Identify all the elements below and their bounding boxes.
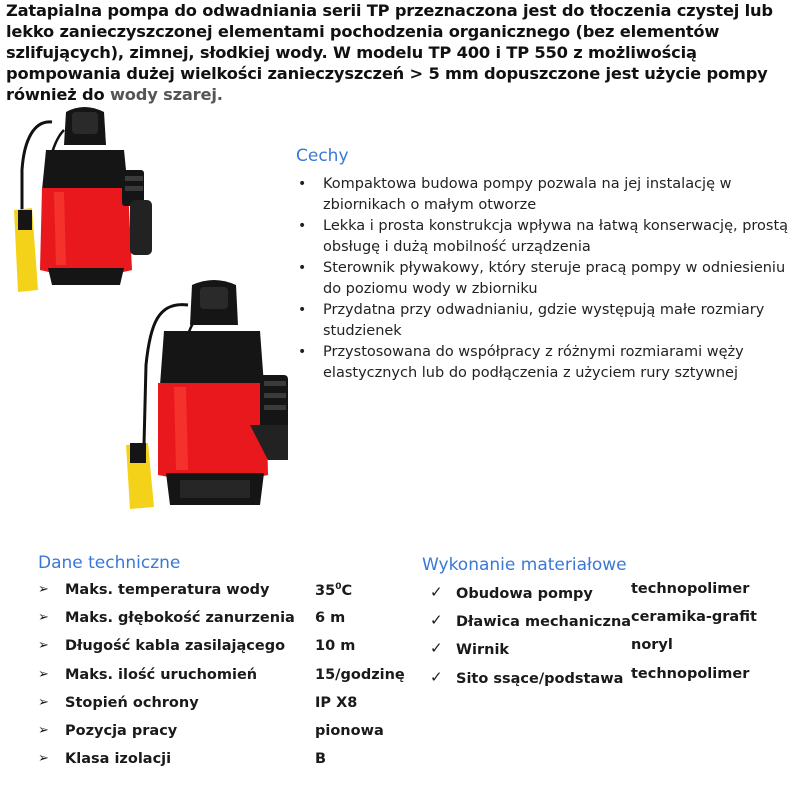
- table-row: [422, 609, 802, 637]
- materials-title: Wykonanie materiałowe: [422, 555, 627, 575]
- material-value: ceramika-grafit: [631, 609, 757, 626]
- bullet-icon: •: [298, 260, 307, 276]
- spec-value: pionowa: [315, 722, 384, 739]
- table-row: [38, 579, 408, 607]
- table-row: [38, 664, 408, 692]
- spec-value: 6 m: [315, 610, 346, 627]
- checkmark-icon: ✓: [430, 611, 443, 630]
- arrow-bullet-icon: ➢: [38, 722, 49, 738]
- checkmark-icon: ✓: [430, 639, 443, 658]
- arrow-bullet-icon: ➢: [38, 666, 49, 682]
- intro-text: Zatapialna pompa do odwadniania serii TP przeznaczona jest do tłoczenia czystej lub lekko zanieczyszczonej elementami pochodzenia organicznego (bez elementów szlifujących), zimnej, słodkiej wody. W modelu TP 400 i TP 550 z możliwością pompowania dużej wielkości zanieczyszczeń > 5 mm dopuszczone jest użycie pompy również do: [6, 1, 773, 104]
- list-item: • Kompaktowa budowa pompy pozwala na jej instalację w zbiornikach o małym otworze: [298, 176, 732, 213]
- spec-value: 10 m: [315, 638, 356, 655]
- spec-label: Klasa izolacji: [65, 751, 172, 768]
- material-value: noryl: [631, 637, 673, 654]
- material-label: Sito ssące/podstawa: [456, 670, 624, 687]
- bullet-icon: •: [298, 302, 307, 318]
- checkmark-icon: ✓: [430, 667, 443, 686]
- table-row: [422, 666, 802, 694]
- spec-label: Stopień ochrony: [65, 694, 199, 711]
- material-label: Dławica mechaniczna: [456, 614, 632, 631]
- features-section: [296, 146, 801, 384]
- bullet-icon: •: [298, 176, 307, 192]
- features-list: [296, 174, 801, 384]
- intro-highlight: wody szarej.: [109, 85, 223, 104]
- arrow-bullet-icon: ➢: [38, 582, 49, 597]
- table-row: [422, 581, 802, 609]
- spec-value: IP X8: [315, 694, 358, 711]
- tech-specs-section: [38, 553, 408, 776]
- tech-specs-title: Dane techniczne: [38, 553, 181, 573]
- materials-section: [422, 555, 802, 694]
- table-row: [38, 607, 408, 635]
- spec-label: Pozycja pracy: [65, 722, 178, 739]
- table-row: [38, 692, 408, 720]
- list-item: • Sterownik pływakowy, który steruje pracą pompy w odniesieniu do poziomu wody w zbiorniku: [298, 260, 786, 297]
- spec-label: Maks. ilość uruchomień: [65, 666, 258, 683]
- spec-value: B: [315, 751, 327, 768]
- intro-paragraph: [6, 0, 796, 105]
- spec-value: $35^0C$: [315, 582, 353, 599]
- arrow-bullet-icon: ➢: [38, 694, 49, 710]
- table-row: [38, 720, 408, 748]
- arrow-bullet-icon: ➢: [38, 751, 49, 767]
- list-item: • Przydatna przy odwadnianiu, gdzie występują małe rozmiary studzienek: [298, 302, 765, 339]
- material-value: technopolimer: [631, 665, 750, 682]
- table-row: [422, 637, 802, 665]
- spec-label: Maks. temperatura wody: [65, 582, 270, 598]
- bullet-icon: •: [298, 218, 307, 234]
- checkmark-icon: ✓: [430, 583, 443, 601]
- table-row: [38, 635, 408, 663]
- material-label: Wirnik: [456, 642, 510, 659]
- bullet-icon: •: [298, 344, 307, 360]
- material-label: Obudowa pompy: [456, 586, 593, 602]
- arrow-bullet-icon: ➢: [38, 610, 49, 626]
- features-title: Cechy: [296, 146, 349, 166]
- submersible-pump-icon: [118, 275, 298, 515]
- material-value: technopolimer: [631, 581, 750, 597]
- table-row: [38, 748, 408, 776]
- spec-value: 15/godzinę: [315, 666, 405, 683]
- spec-label: Maks. głębokość zanurzenia: [65, 610, 295, 627]
- list-item: • Lekka i prosta konstrukcja wpływa na łatwą konserwację, prostą obsługę i dużą mobilność urządzenia: [298, 218, 789, 255]
- arrow-bullet-icon: ➢: [38, 638, 49, 654]
- list-item: • Przystosowana do współpracy z różnymi rozmiarami węży elastycznych lub do podłączenia z użyciem rury sztywnej: [298, 344, 744, 381]
- spec-label: Długość kabla zasilającego: [65, 638, 286, 655]
- submersible-pump-icon: [4, 100, 164, 300]
